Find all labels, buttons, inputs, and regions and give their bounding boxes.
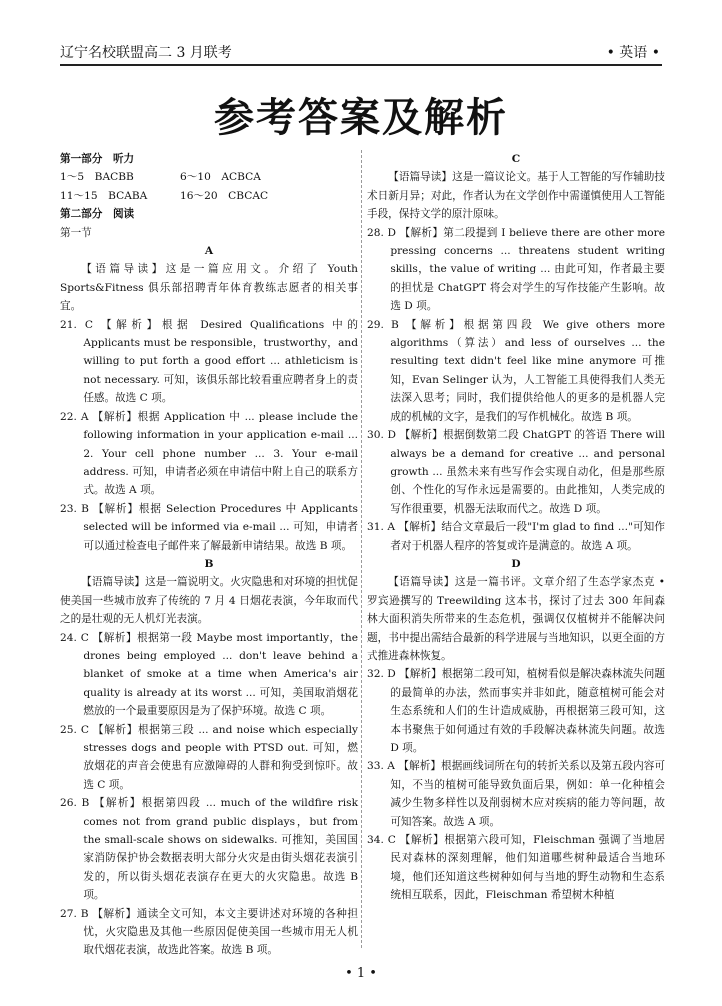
- answer-row-2: [60, 187, 358, 205]
- answers-16-20: 16～20 CBCAC: [180, 189, 269, 202]
- section-label: 第一节: [60, 226, 92, 239]
- header-right: • 英语 •: [606, 45, 660, 61]
- answer-28: 28. D 【解析】第二段提到 I believe there are other more pressing concerns ... threatens student writing skills，the value of writing ... 由此可知，作者最主要的担忧是 ChatGPT 将会对学生的写作技能产生影响。故选 D 项。: [367, 226, 665, 313]
- right-column: [367, 150, 665, 905]
- page-number: • 1 •: [345, 966, 377, 981]
- answer-21: 21. C 【解析】根据 Desired Qualifications 中的 Applicants must be responsible，trustworthy，and willing to put forth a good effort ... athleticism is not necessary. 可知，该俱乐部比较看重应聘者身上的责任感。故选 C 项。: [60, 318, 358, 405]
- left-column: [60, 150, 358, 960]
- column-divider: [361, 150, 362, 948]
- answer-22: 22. A 【解析】根据 Application 中 ... please include the following information in your application e-mail ... 2. Your cell phone number ... 3. Your e-mail address. 可知，申请者必须在申请信中附上自己的联系方式。故选 A 项。: [60, 410, 358, 497]
- answer-row-1: [60, 168, 358, 186]
- passage-c-guide: 【语篇导读】这是一篇议论文。基于人工智能的写作辅助技术日新月异；对此，作者认为在文学创作中需谨慎使用人工智能手段，保持文学的原汁原味。: [367, 171, 665, 221]
- answer-31: 31. A 【解析】结合文章最后一段"I'm glad to find ..."可知作者对于机器人程序的答复或许是满意的。故选 A 项。: [367, 521, 665, 552]
- passage-a-guide: 【语篇导读】这是一篇应用文。介绍了 Youth Sports&Fitness 俱乐部招聘青年体育教练志愿者的相关事宜。: [60, 263, 358, 313]
- answer-34: 34. C 【解析】根据第六段可知，Fleischman 强调了当地居民对森林的深刻理解，他们知道哪些树种最适合当地环境，他们还知道这些树种如何与当地的野生动物和生态系统相互联系，因此，Fleischman 希望树木种植: [367, 834, 665, 902]
- page-title: 参考答案及解析: [214, 95, 508, 141]
- passage-b-letter: B: [204, 557, 214, 570]
- answer-32: 32. D 【解析】根据第二段可知，植树看似是解决森林流失问题的最简单的办法，然而事实并非如此，随意植树可能会对生态系统和人们的生计造成威胁，再根据第三段可知，这本书聚焦于如何通过有效的手段解决森林流失问题。故选 D 项。: [367, 668, 665, 754]
- answer-23: 23. B 【解析】根据 Selection Procedures 中 Applicants selected will be informed via e-mail ... 可知，申请者可以通过检查电子邮件来了解最新申请结果。故选 B 项。: [60, 502, 358, 552]
- answer-25: 25. C 【解析】根据第三段 ... and noise which especially stresses dogs and people with PTSD out. 可知，燃放烟花的声音会使患有应激障碍的人群和狗受到惊吓。故选 C 项。: [60, 723, 358, 791]
- answers-6-10: 6～10 ACBCA: [180, 171, 261, 184]
- passage-c-letter: C: [511, 153, 521, 165]
- header-rule: [60, 64, 662, 66]
- part2-heading: 第二部分 阅读: [60, 208, 135, 221]
- header-left: 辽宁名校联盟高二 3 月联考: [60, 45, 232, 61]
- answers-11-15: 11～15 BCABA: [60, 189, 148, 202]
- answers-1-5: 1～5 BACBB: [60, 171, 134, 184]
- answer-24: 24. C 【解析】根据第一段 Maybe most importantly，the drones being employed ... don't leave behind a blanket of smoke at a time when America's air quality is already at its worst ... 可知，美国取消烟花燃放的一个最重要原因是为了保护环境。故选 C 项。: [60, 631, 358, 718]
- passage-b-guide: 【语篇导读】这是一篇说明文。火灾隐患和对环境的担忧促使美国一些城市放弃了传统的 7 月 4 日烟花表演，今年取而代之的是壮观的无人机灯光表演。: [60, 576, 358, 626]
- answer-29: 29. B 【解析】根据第四段 We give others more algorithms（算法）and less of ourselves ... the resulting text didn't feel like mine anymore 可推知，Evan Selinger 认为，人工智能工具使得我们人类无法深入思考；同时，我们提供给他人的更多的是机器人完成的机械的文字，是我们的写作机械化。故选 B 项。: [367, 318, 665, 423]
- part1-heading: 第一部分 听力: [60, 153, 135, 165]
- answer-33: 33. A 【解析】根据画线词所在句的转折关系以及第五段内容可知，不当的植树可能导致负面后果，例如：单一化种植会减少生物多样性以及削弱树木应对疾病的能力等问题，故可知答案。故选 A 项。: [367, 760, 665, 828]
- answer-26: 26. B 【解析】根据第四段 ... much of the wildfire risk comes not from grand public displays，but from the small-scale shows on sidewalks. 可推知，美国国家消防保护协会数据表明大部分火灾是由街头烟花表演引发的，所以街头烟花表演存在更大的火灾隐患。故选 B 项。: [60, 797, 358, 902]
- passage-d-letter: D: [511, 557, 521, 570]
- passage-d-guide: 【语篇导读】这是一篇书评。文章介绍了生态学家杰克 • 罗宾逊撰写的 Treewilding 这本书，探讨了过去 300 年间森林大面积消失所带来的生态危机，强调仅仅植树并不能解决问题，书中提出需结合最新的科学进展与当地知识，以更全面的方式推进森林恢复。: [367, 576, 665, 662]
- answer-27: 27. B 【解析】通读全文可知，本文主要讲述对环境的各种担忧，火灾隐患及其他一些原因促使美国一些城市用无人机取代烟花表演，故选此答案。故选 B 项。: [60, 907, 358, 957]
- passage-a-letter: A: [204, 245, 214, 258]
- answer-30: 30. D 【解析】根据倒数第二段 ChatGPT 的答语 There will always be a demand for creative ... and personal growth ... 虽然未来有些写作会实现自动化，但是那些原创、个性化的写作永远是需要的。由此推知，人类完成的写作很重要，机器无法取而代之。故选 D 项。: [367, 429, 665, 515]
